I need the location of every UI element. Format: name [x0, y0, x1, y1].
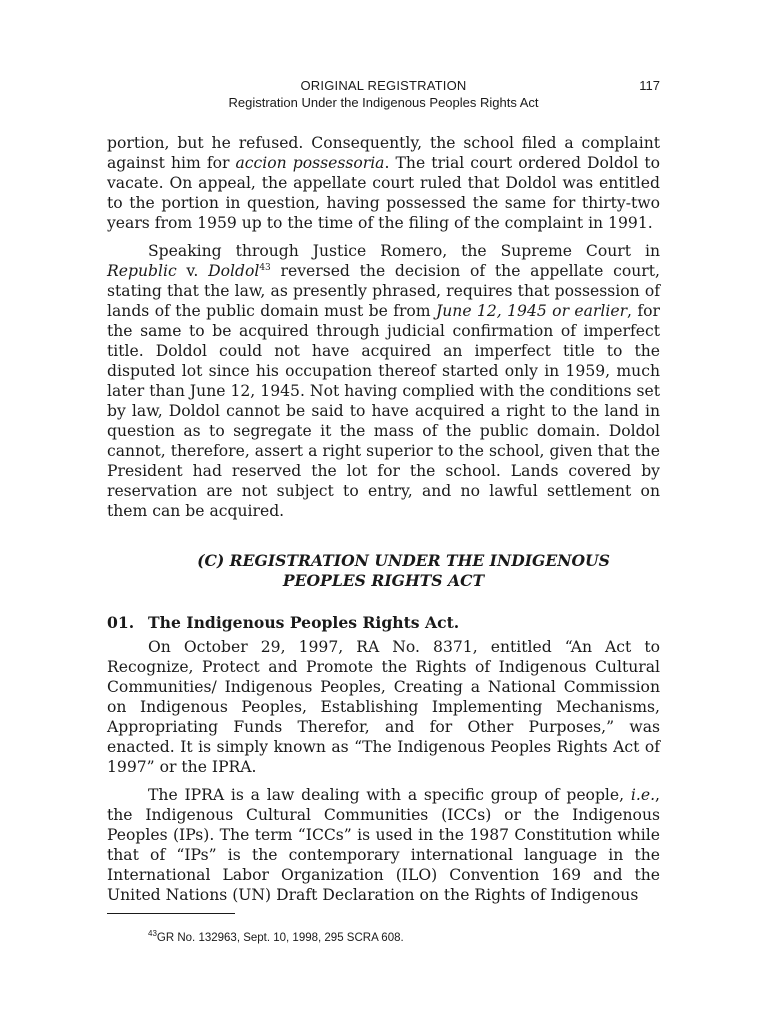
footnote: [148, 929, 404, 944]
paragraph-2-text-d: , for the same to be acquired through judicial confirmation of imperfect title. Doldol could not have acquired an imperfect title to the disputed lot since his occupation thereof started only in 1959, much later than June 12, 1945. Not having complied with the conditions set by law, Doldol cannot be said to have acquired a right to the land in question as to segregate it the mass of the public domain. Doldol cannot, therefore, assert a right superior to the school, given that the President had reserved the lot for the school. Lands covered by reservation are not subject to entry, and no lawful settlement on them can be acquired.: [107, 302, 660, 520]
subheading-number: 01.: [107, 613, 135, 632]
section-heading: [107, 551, 660, 591]
body-text: [107, 133, 660, 913]
footnote-reference: 43: [259, 262, 271, 273]
paragraph-2-text-a: Speaking through Justice Romero, the Supreme Court in: [148, 242, 660, 260]
footnote-text: GR No. 132963, Sept. 10, 1998, 295 SCRA 608.: [156, 932, 404, 944]
paragraph-1-italic: accion possessoria: [235, 154, 385, 172]
paragraph-4-italic: i.e.: [630, 786, 656, 804]
paragraph-2: [107, 241, 660, 521]
paragraph-1: [107, 133, 660, 233]
subheading-title: The Indigenous Peoples Rights Act.: [148, 613, 460, 632]
running-header-subtitle: Registration Under the Indigenous Peoples Rights Act: [228, 95, 539, 110]
subheading: [107, 613, 660, 633]
paragraph-4-text-b: , the Indigenous Cultural Communities (ICCs) or the Indigenous Peoples (IPs). The term “ICCs” is used in the 1987 Constitution while that of “IPs” is the contemporary international language in the International Labor Organization (ILO) Convention 169 and the United Nations (UN) Draft Declaration on the Rights of Indigenous: [107, 786, 660, 904]
case-name-republic: Republic: [107, 262, 177, 280]
paragraph-4-text-a: The IPRA is a law dealing with a specific group of people,: [148, 786, 631, 804]
paragraph-2-italic-date: June 12, 1945 or earlier: [435, 302, 628, 320]
page-number: 117: [639, 78, 660, 93]
footnote-marker: 43: [148, 929, 157, 939]
case-name-doldol: Doldol: [208, 262, 260, 280]
section-heading-line-1: (C) REGISTRATION UNDER THE INDIGENOUS: [197, 551, 610, 570]
paragraph-4: [107, 785, 660, 905]
paragraph-1-text-a: portion, but he refused. Consequently, the school filed a complaint against him for: [107, 134, 660, 172]
running-header: [107, 78, 660, 112]
paragraph-3: On October 29, 1997, RA No. 8371, entitled “An Act to Recognize, Protect and Promote the Rights of Indigenous Cultural Communities/ Indigenous Peoples, Creating a National Commission on Indigenous Peoples, Establishing Implementing Mechanisms, Appropriating Funds Therefor, and for Other Purposes,” was enacted. It is simply known as “The Indigenous Peoples Rights Act of 1997” or the IPRA.: [107, 638, 660, 776]
footnote-divider: [107, 913, 235, 914]
section-heading-line-2: PEOPLES RIGHTS ACT: [282, 571, 485, 590]
running-header-title: ORIGINAL REGISTRATION: [300, 78, 467, 93]
paragraph-2-text-b: v.: [176, 262, 209, 280]
paragraph-2-text-c: reversed the decision of the appellate court, stating that the law, as presently phrased, requires that possession of lands of the public domain must be from: [107, 262, 660, 320]
paragraph-1-text-b: . The trial court ordered Doldol to vacate. On appeal, the appellate court ruled that Doldol was entitled to the portion in question, having possessed the same for thirty-two years from 1959 up to the time of the filing of the complaint in 1991.: [107, 154, 660, 232]
